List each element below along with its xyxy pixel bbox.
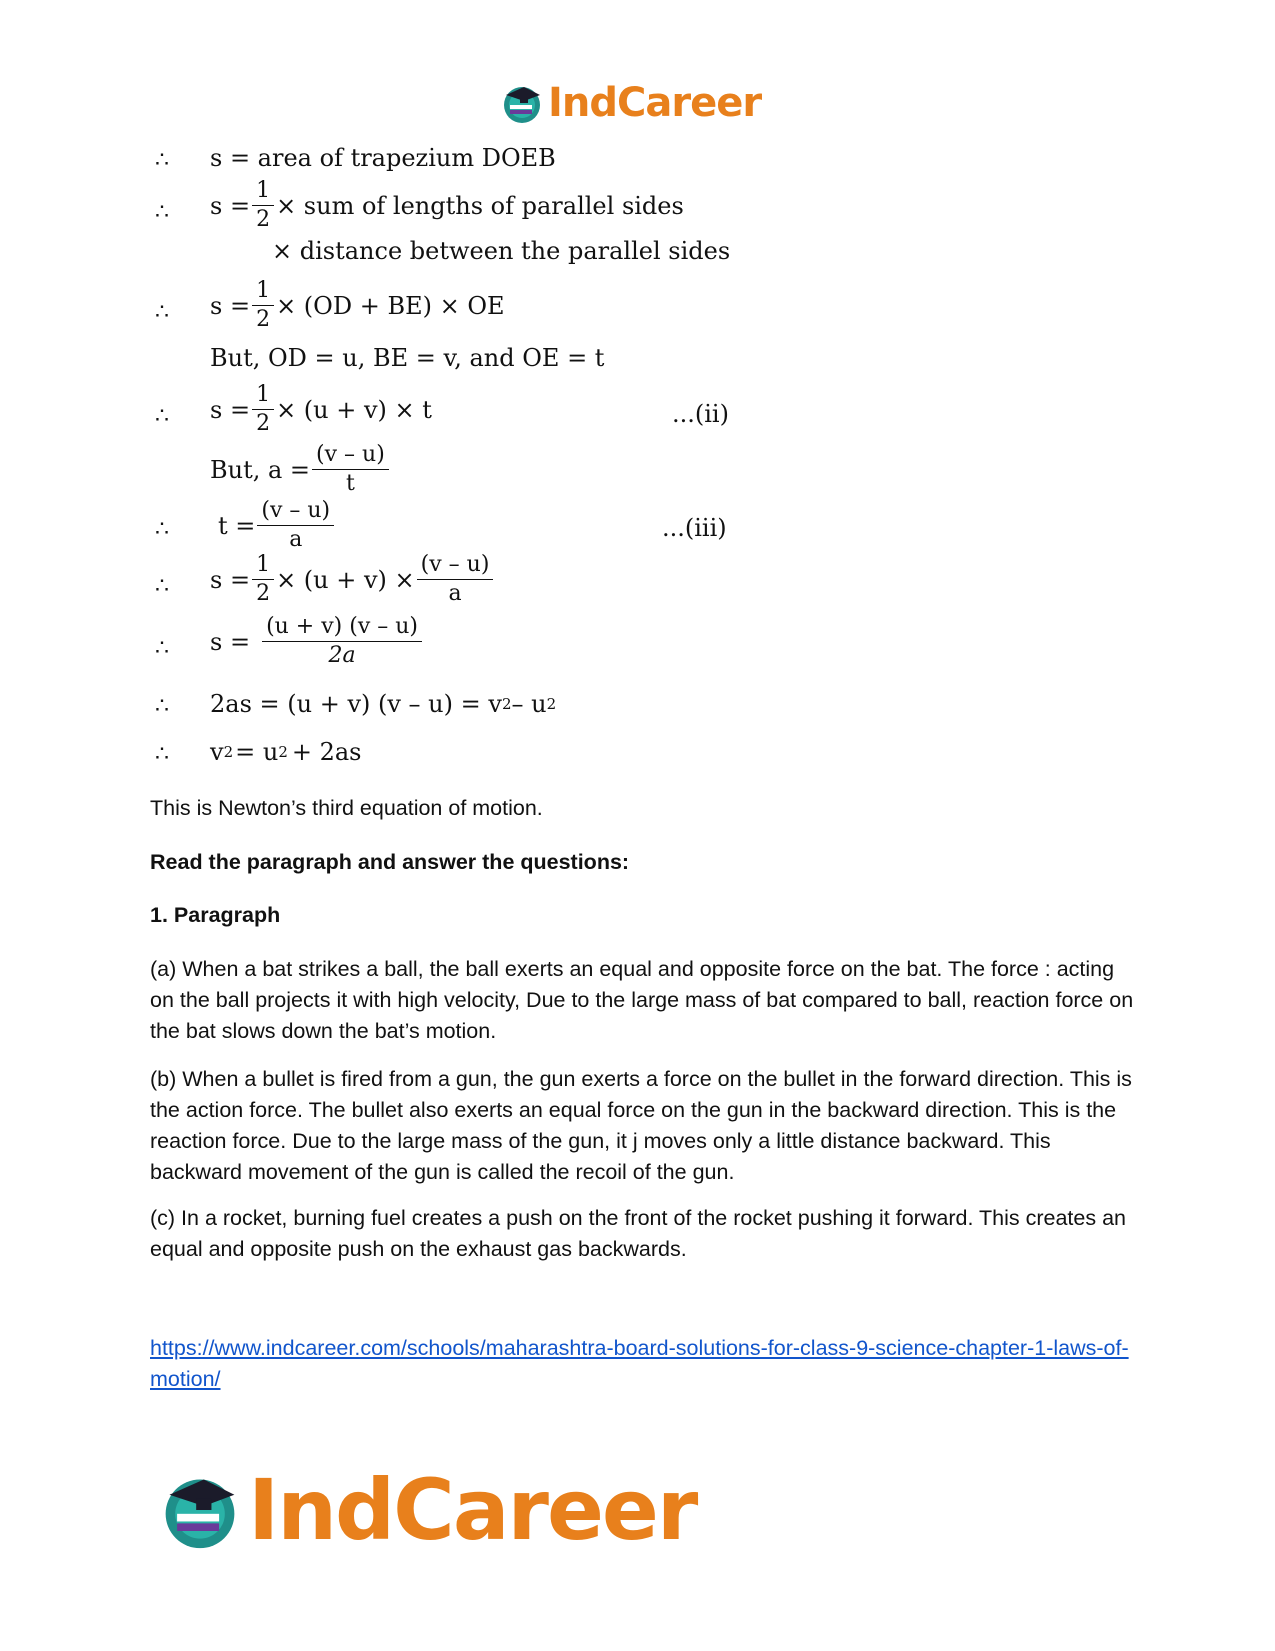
read-heading: Read the paragraph and answer the questions: <box>150 850 630 874</box>
math-line-10: s = $\frac{(u + v) (v - u)}{2a}$ <box>210 616 424 667</box>
fraction: $\frac{(v - u)}{t}$ <box>314 444 387 495</box>
therefore-symbol: ∴ <box>155 694 169 719</box>
therefore-symbol: ∴ <box>155 200 169 225</box>
source-url-link[interactable]: https://www.indcareer.com/schools/maharashtra-board-solutions-for-class-9-science-chapter-1-laws-of-motion/ <box>150 1336 1129 1391</box>
therefore-symbol: ∴ <box>155 636 169 661</box>
fraction: $\frac{(v - u)}{a}$ <box>419 554 492 605</box>
header-logo-text: IndCareer <box>548 80 762 126</box>
therefore-symbol: ∴ <box>155 574 169 599</box>
paragraph-a: (a) When a bat strikes a ball, the ball exerts an equal and opposite force on the bat. The force : acting on the ball projects it with high velocity, Due to the large mass of bat compared to ball, reaction force on the bat slows down the bat’s motion. <box>150 957 1134 1043</box>
math-line-9: s = $\frac{1}{2}$ × (u + v) × $\frac{(v - u)}{a}$ <box>210 554 495 605</box>
fraction: $\frac{1}{2}$ <box>254 554 272 605</box>
therefore-symbol: ∴ <box>155 517 169 542</box>
fraction: $\frac{1}{2}$ <box>254 180 272 231</box>
therefore-symbol: ∴ <box>155 404 169 429</box>
math-line-12: v 2 = u 2 + 2as <box>210 738 362 766</box>
math-line-11: 2as = (u + v) (v – u) = v 2 – u 2 <box>210 690 557 718</box>
math-line-7: But, a = $\frac{(v - u)}{t}$ <box>210 444 391 495</box>
math-line-2: s = $\frac{1}{2}$ × sum of lengths of parallel sides <box>210 178 684 232</box>
therefore-symbol: ∴ <box>155 148 169 173</box>
fraction: $\frac{(u + v) (v - u)}{2a}$ <box>264 616 420 667</box>
math-line-6: s = $\frac{1}{2}$ × (u + v) × t <box>210 382 432 436</box>
math-line-4: s = $\frac{1}{2}$ × (OD + BE) × OE <box>210 278 505 332</box>
newton-statement: This is Newton’s third equation of motion. <box>150 796 543 820</box>
equation-number-ii: ...(ii) <box>672 400 729 428</box>
paragraph-b: (b) When a bullet is fired from a gun, the gun exerts a force on the bullet in the forward direction. This is the action force. The bullet also exerts an equal force on the gun in the backward direction. This is the reaction force. Due to the large mass of the gun, it j moves only a little distance backward. This backward movement of the gun is called the recoil of the gun. <box>150 1067 1132 1184</box>
graduation-cap-globe-icon <box>158 1468 242 1552</box>
footer-logo <box>158 1462 696 1558</box>
footer-logo-text: IndCareer <box>248 1461 697 1559</box>
fraction: $\frac{1}{2}$ <box>254 384 272 435</box>
math-line-5: But, OD = u, BE = v, and OE = t <box>210 344 605 372</box>
therefore-symbol: ∴ <box>155 300 169 325</box>
fraction: $\frac{1}{2}$ <box>254 280 272 331</box>
math-line-1: s = area of trapezium DOEB <box>210 144 556 172</box>
graduation-cap-globe-icon <box>500 81 544 125</box>
fraction: $\frac{(v - u)}{a}$ <box>259 500 332 551</box>
math-line-3: × distance between the parallel sides <box>272 237 731 265</box>
therefore-symbol: ∴ <box>155 742 169 767</box>
equation-number-iii: ...(iii) <box>662 514 727 542</box>
paragraph-c: (c) In a rocket, burning fuel creates a push on the front of the rocket pushing it forward. This creates an equal and opposite push on the exhaust gas backwards. <box>150 1206 1126 1261</box>
header-logo <box>500 78 761 128</box>
math-line-8: t = $\frac{(v - u)}{a}$ <box>218 500 336 551</box>
paragraph-heading: 1. Paragraph <box>150 903 281 927</box>
